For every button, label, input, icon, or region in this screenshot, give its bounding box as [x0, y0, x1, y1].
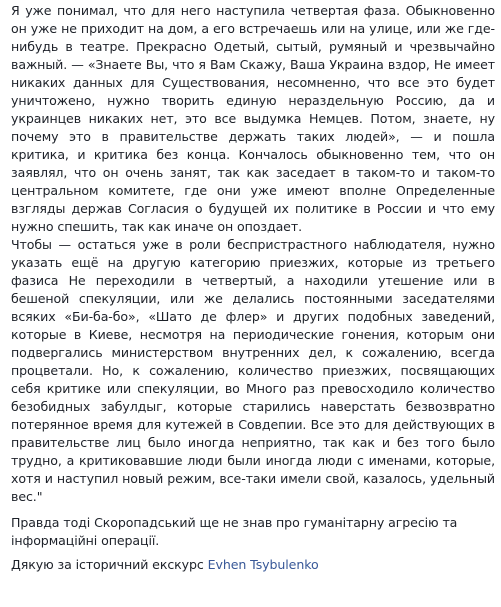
quote-paragraph-2: Чтобы — остаться уже в роли беспристрастного наблюдателя, нужно указать ещё на другую категорию приезжих, которые из третьего фазиса Не переходили в четвертый, а находили утешение или в бешеной спекуляции, или же делались постоянными заседателями всяких «Би-ба-бо», «Шато де флер» и других подобных заведений, которые в Киеве, несмотря на периодические гонения, которым они подвергались министерством внутренних дел, к сожалению, всегда процветали. Но, к сожалению, количество приезжих, посвящающих себя критике или спекуляции, во Много раз превосходило количество безобидных забулдыг, которые старились наверстать безвозвратно потерянное время для кутежей в Совдепии. Все это для действующих в правительстве лиц было иногда неприятно, так как и без того было трудно, а критиковавшие люди были иногда люди с именами, которые, хотя и наступил новый режим, все-таки имели свой, казалось, удельный вес." — [11, 237, 495, 504]
thanks-line — [11, 556, 495, 574]
thanks-text: Дякую за історичний екскурс — [11, 557, 204, 572]
quote-paragraph-1: Я уже понимал, что для него наступила четвертая фаза. Обыкновенно он уже не приходит на дом, а его встречаешь или на улице, или же где-нибудь в театре. Прекрасно Одетый, сытый, румяный и чрезвычайно важный. — «Знаете Вы, что я Вам Скажу, Ваша Украина вздор, Не имеет никаких данных для Существования, несомненно, что все это будет уничтожено, нужно творить единую нераздельную Россию, да и украинцев никаких нет, это все выдумка Немцев. Потом, знаете, ну почему это в правительстве держать таких людей», — и пошла критика, и критика без конца. Кончалось обыкновенно тем, что он заявлял, что он очень занят, так как заседает в таком-то и таком-то центральном комитете, где они уже имеют вполне Определенные взгляды держав Согласия о будущей их политике в России и что ему нужно спешить, так как иначе он опоздает. — [11, 3, 495, 234]
author-profile-link[interactable]: Evhen Tsybulenko — [207, 557, 319, 572]
author-comment: Правда тоді Скоропадський ще не знав про гуманітарну агресію та інформаційні операції. — [11, 515, 458, 548]
